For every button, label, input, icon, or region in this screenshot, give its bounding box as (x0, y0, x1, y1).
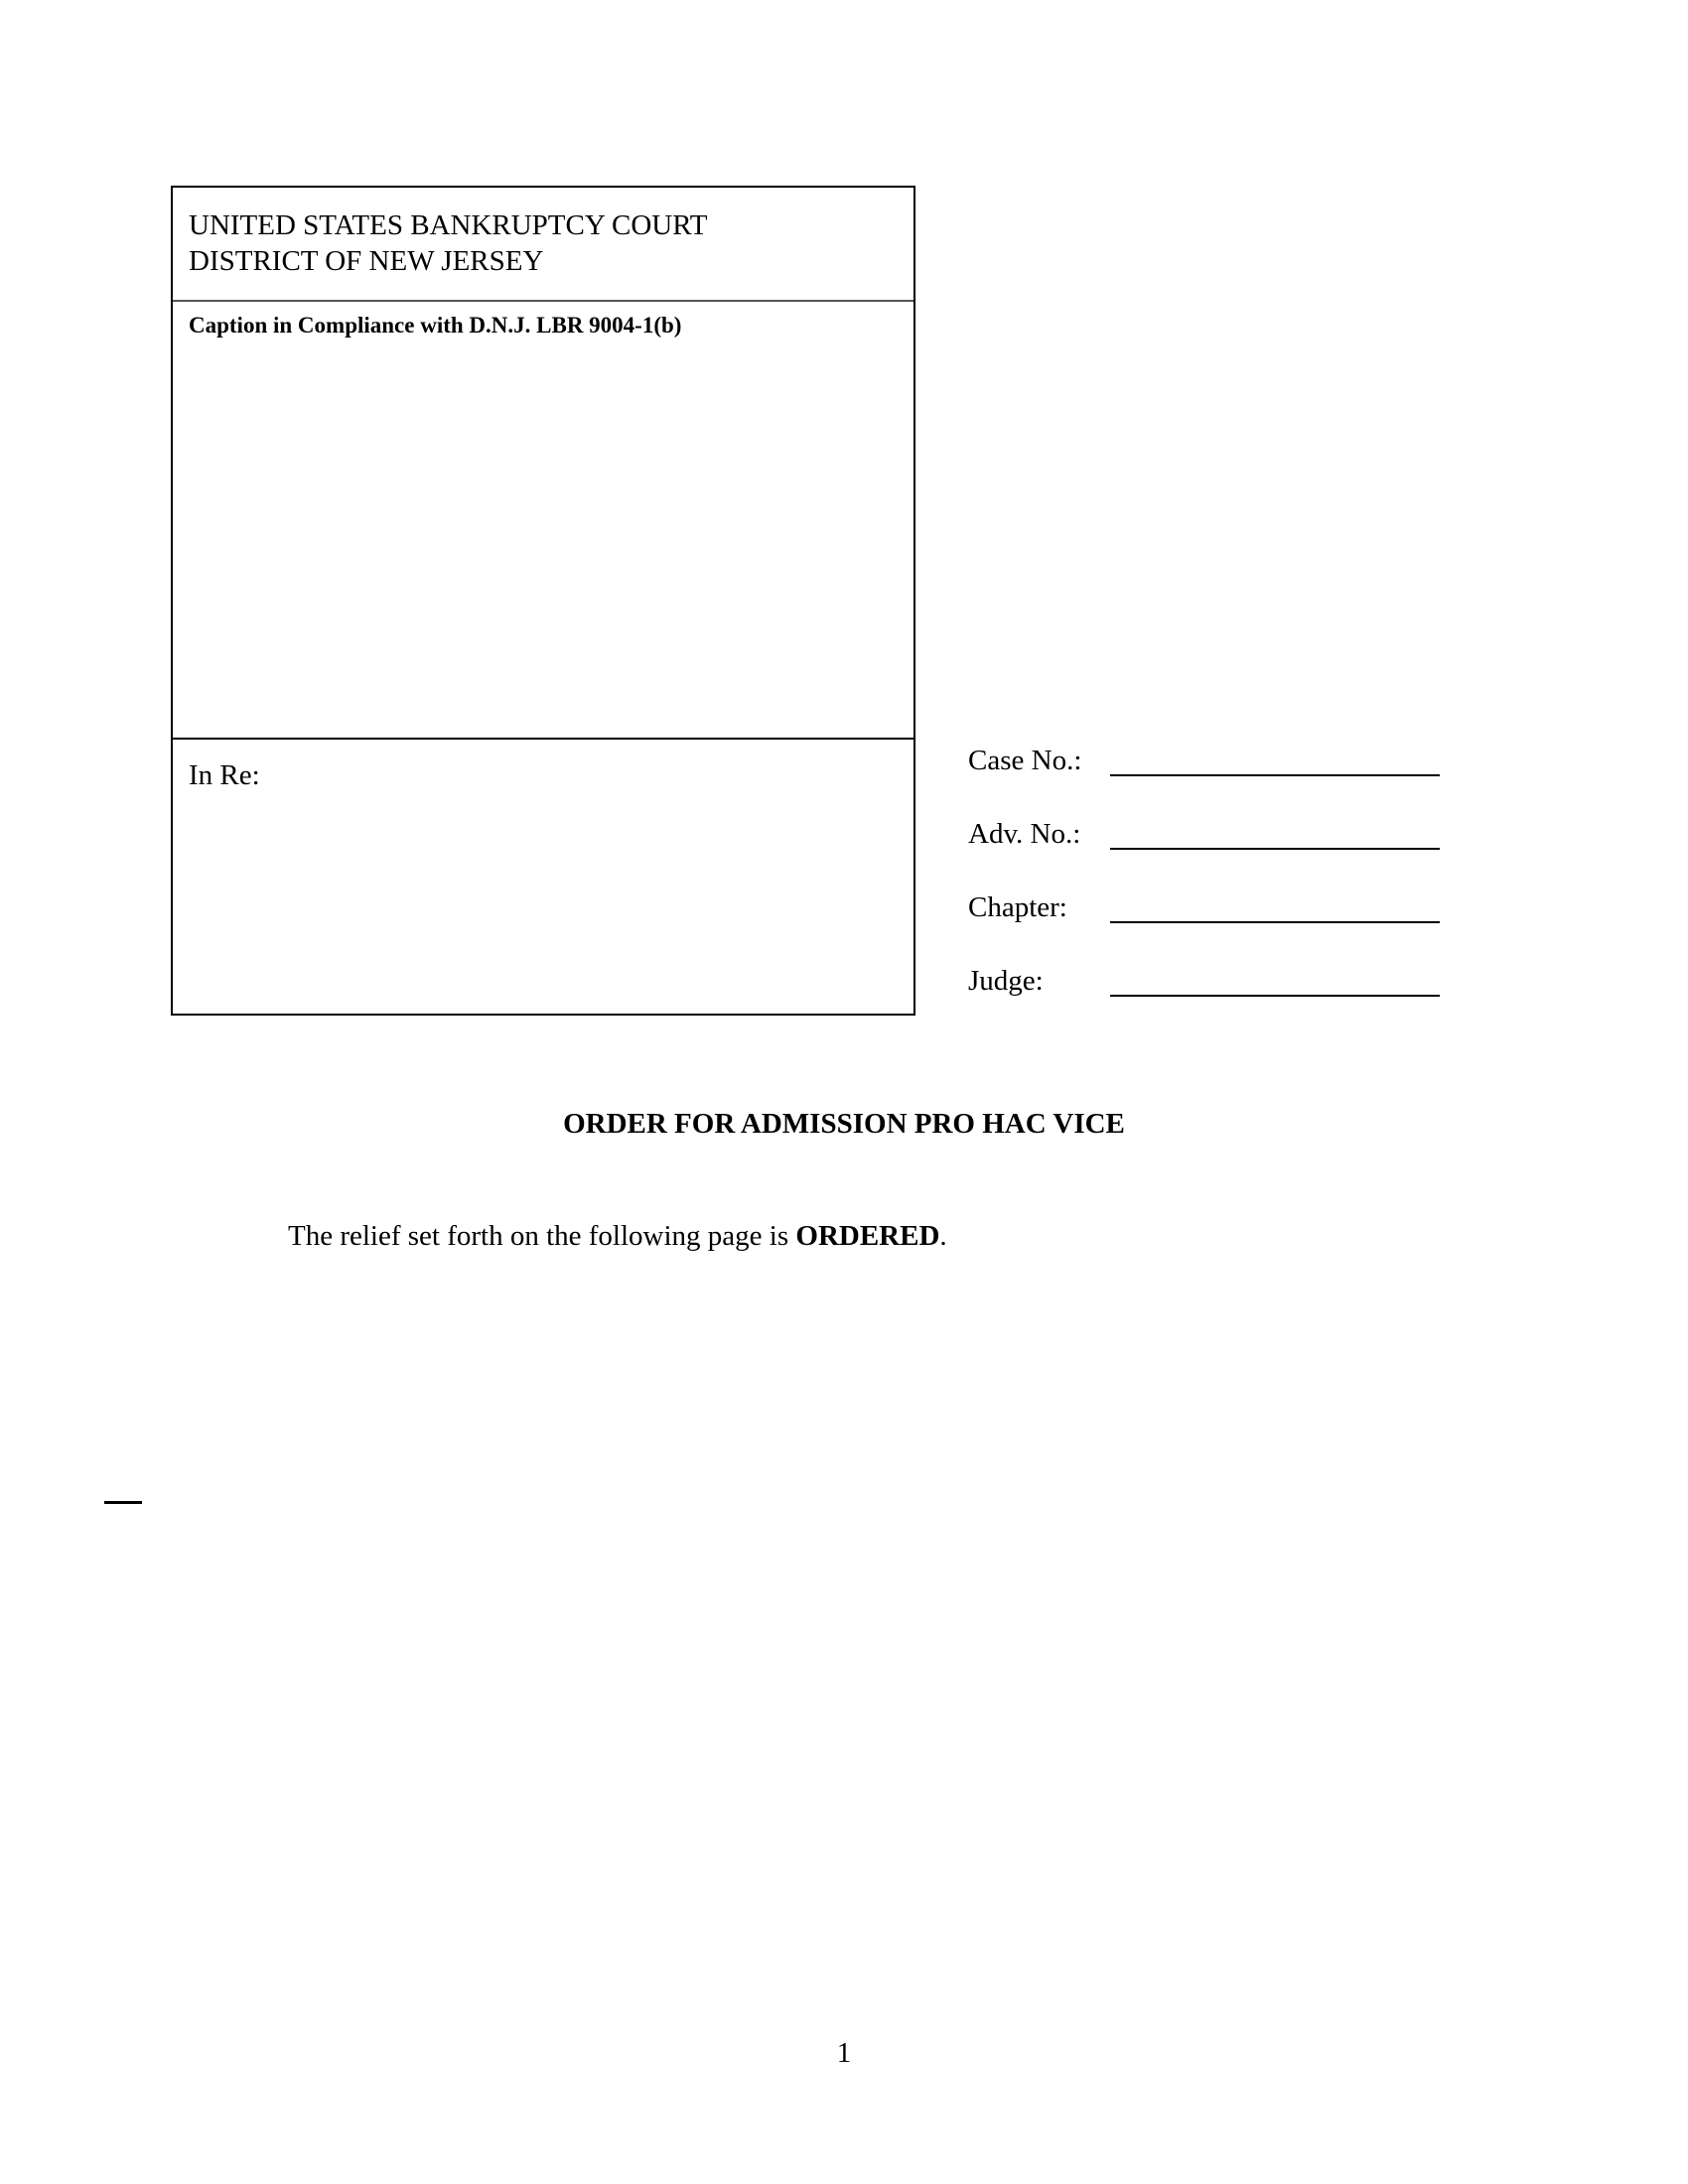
in-re-label: In Re: (189, 759, 260, 791)
chapter-row (968, 884, 1445, 957)
case-no-label: Case No.: (968, 745, 1082, 776)
margin-dash-mark (104, 1501, 142, 1504)
court-name: UNITED STATES BANKRUPTCY COURT (189, 209, 708, 241)
adv-no-label: Adv. No.: (968, 818, 1081, 850)
case-no-blank (1110, 774, 1440, 776)
caption-box (171, 186, 915, 1016)
judge-row (968, 957, 1445, 1030)
adv-no-row (968, 810, 1445, 884)
case-info-fields (968, 737, 1445, 1030)
order-text-suffix: . (939, 1220, 947, 1252)
chapter-blank (1110, 921, 1440, 923)
judge-label: Judge: (968, 965, 1044, 997)
caption-compliance-label: Caption in Compliance with D.N.J. LBR 9004-1(b) (189, 313, 682, 338)
in-re-section (173, 740, 914, 1016)
order-text-prefix: The relief set forth on the following page is (288, 1220, 796, 1252)
court-header (173, 188, 914, 302)
adv-no-blank (1110, 848, 1440, 850)
order-title: ORDER FOR ADMISSION PRO HAC VICE (563, 1108, 1125, 1140)
case-no-row (968, 737, 1445, 810)
judge-blank (1110, 995, 1440, 997)
caption-compliance-section (173, 302, 914, 740)
page-number: 1 (836, 2037, 852, 2069)
order-text (288, 1220, 947, 1253)
order-text-ordered: ORDERED (795, 1220, 940, 1252)
court-district: DISTRICT OF NEW JERSEY (189, 245, 544, 277)
chapter-label: Chapter: (968, 891, 1067, 923)
